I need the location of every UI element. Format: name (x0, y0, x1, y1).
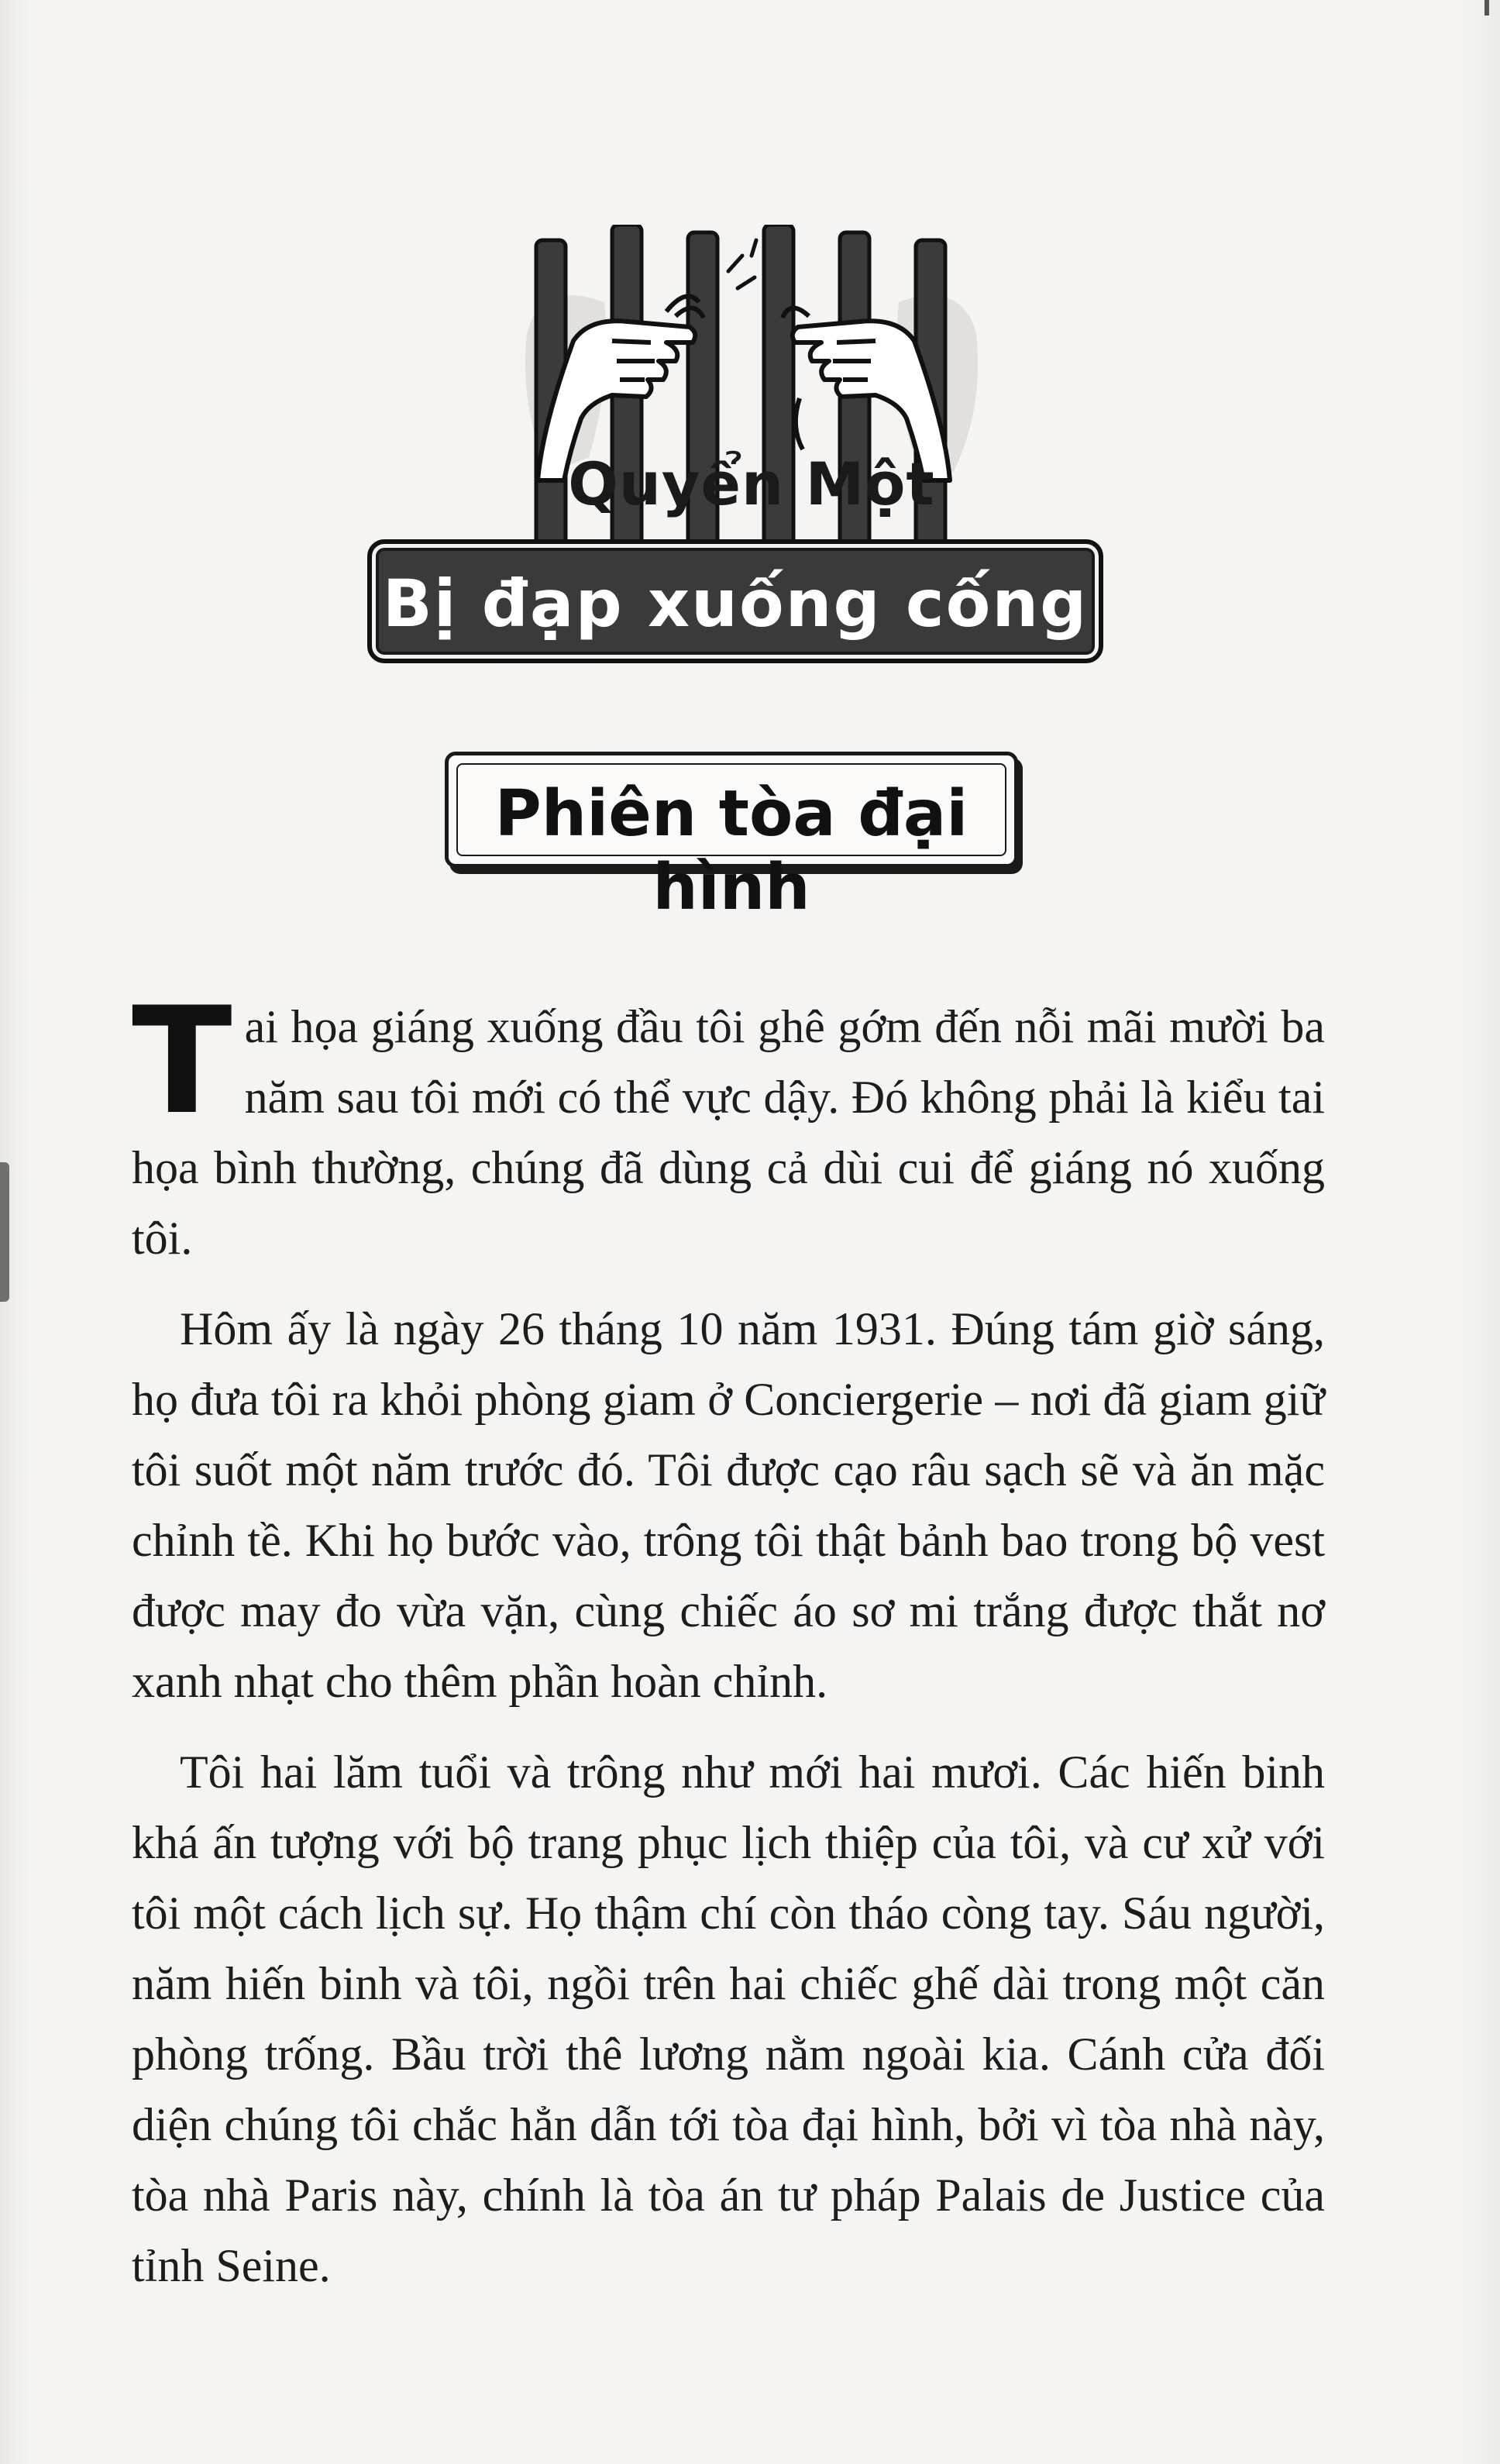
paragraph-2: Hôm ấy là ngày 26 tháng 10 năm 1931. Đúng tám giờ sáng, họ đưa tôi ra khỏi phòng giam ở Conciergerie – nơi đã giam giữ tôi suốt một năm trước đó. Tôi được cạo râu sạch sẽ và ăn mặc chỉnh tề. Khi họ bước vào, trông tôi thật bảnh bao trong bộ vest được may đo vừa vặn, cùng chiếc áo sơ mi trắng được thắt nơ xanh nhạt cho thêm phần hoàn chỉnh. (132, 1303, 1325, 1707)
chapter-title: Phiên tòa đại hình (494, 777, 968, 924)
book-title: Bị đạp xuống cống (382, 566, 1089, 642)
page-edge-shadow (0, 1162, 9, 1302)
paragraph-3: Tôi hai lăm tuổi và trông như mới hai mươi. Các hiến binh khá ấn tượng với bộ trang phục lịch thiệp của tôi, và cư xử với tôi một cách lịch sự. Họ thậm chí còn tháo còng tay. Sáu người, năm hiến binh và tôi, ngồi trên hai chiếc ghế dài trong một căn phòng trống. Bầu trời thê lương nằm ngoài kia. Cánh cửa đối diện chúng tôi chắc hẳn dẫn tới tòa đại hình, bởi vì tòa nhà này, tòa nhà Paris này, chính là tòa án tư pháp Palais de Justice của tỉnh Seine. (132, 1746, 1325, 2291)
corner-mark (1485, 0, 1489, 15)
paragraph-text: ai họa giáng xuống đầu tôi ghê gớm đến nỗi mãi mười ba năm sau tôi mới có thể vực dậy. Đó không phải là kiểu tai họa bình thường, chúng đã dùng cả dùi cui để giáng nó xuống tôi. (132, 1001, 1325, 1264)
volume-title: Quyển Một (568, 449, 935, 518)
book-title-banner (367, 539, 1103, 663)
chapter-title-box (445, 752, 1018, 924)
body-text (132, 976, 1325, 2301)
drop-cap: T (132, 976, 232, 1147)
paragraph-1 (132, 976, 1325, 1274)
